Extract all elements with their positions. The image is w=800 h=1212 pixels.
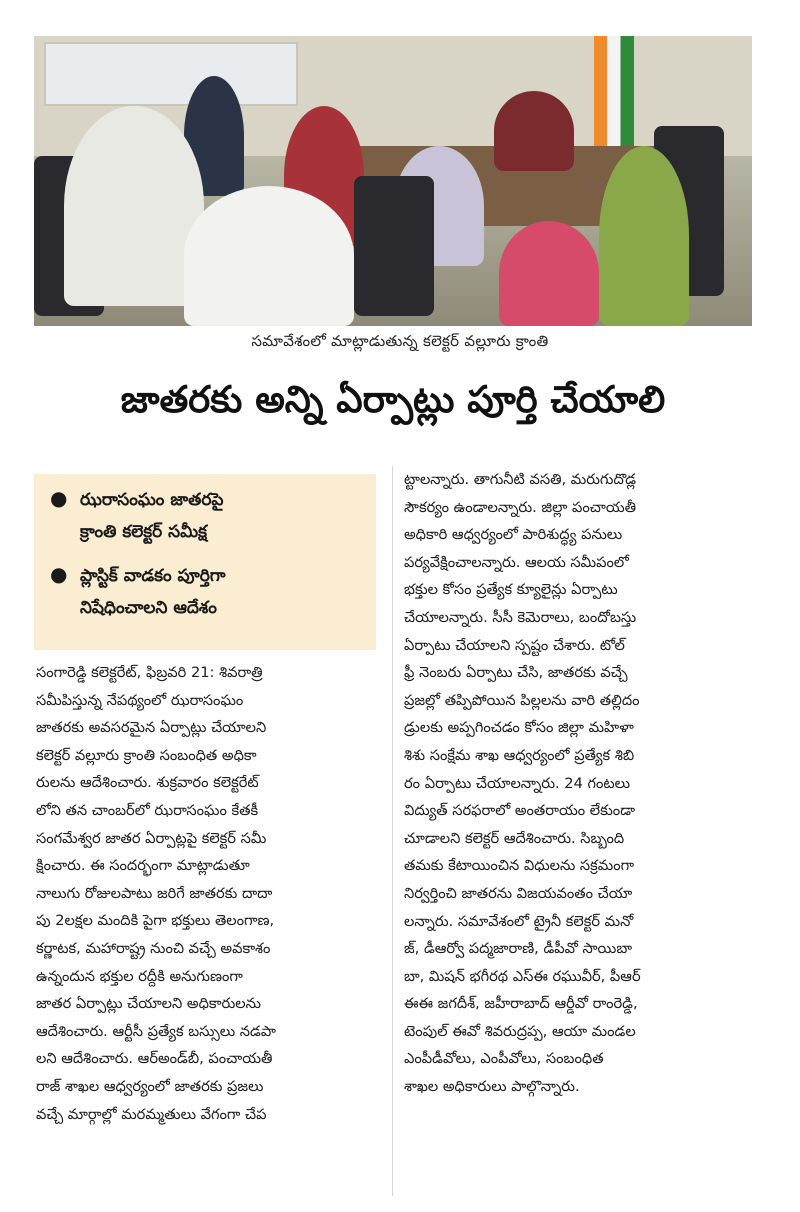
column-divider bbox=[392, 466, 393, 1196]
article-line: సంగమేశ్వర జాతర ఏర్పాట్లపై కలెక్టర్ సమీ bbox=[36, 829, 267, 847]
article-line: ఆదేశించారు. ఆర్టీసీ ప్రత్యేక బస్సులు నడపా bbox=[36, 1022, 276, 1040]
article-line: లన్నారు. సమావేశంలో ట్రైనీ కలెక్టర్ మనో bbox=[404, 912, 634, 930]
article-line: లని ఆదేశించారు. ఆర్అండ్‌బీ, పంచాయతీ bbox=[36, 1050, 273, 1068]
article-line: లోని తన చాంబర్‌లో ఝరాసంఘం కేతకీ bbox=[36, 801, 259, 819]
article-line: ట్టాలన్నారు. తాగునీటి వసతి, మరుగుదొడ్ల bbox=[404, 471, 637, 488]
article-line: విద్యుత్ సరఫరాలో అంతరాయం లేకుండా bbox=[404, 802, 636, 820]
photo-person bbox=[599, 146, 689, 326]
highlights-box bbox=[34, 474, 376, 650]
article-line: శిశు సంక్షేమ శాఖ ఆధ్వర్యంలో ప్రత్యేక శిబి bbox=[404, 746, 635, 764]
article-line: జ్, డీఆర్వో పద్మజారాణి, డీపీవో సాయిబా bbox=[404, 940, 632, 958]
photo-person bbox=[64, 106, 204, 306]
bullet-icon: ● bbox=[50, 486, 68, 510]
article-line: రాజ్ శాఖల ఆధ్వర్యంలో జాతరకు ప్రజలు bbox=[36, 1077, 264, 1095]
article-line: ప్రజల్లో తప్పిపోయిన పిల్లలను వారి తల్లిదం bbox=[404, 691, 640, 709]
article-line: చేయాలన్నారు. సీసీ కెమెరాలు, బందోబస్తు bbox=[404, 608, 637, 626]
photo-chair bbox=[354, 176, 434, 316]
article-line: రం ఏర్పాటు చేయాలన్నారు. 24 గంటలు bbox=[404, 774, 631, 792]
article-line: తమకు కేటాయించిన విధులను సక్రమంగా bbox=[404, 857, 635, 875]
article-line: జాతర ఏర్పాట్లు చేయాలని అధికారులను bbox=[36, 995, 261, 1013]
photo-person bbox=[494, 91, 574, 171]
article-line: టెంపుల్ ఈవో శివరుద్రప్ప, ఆయా మండల bbox=[404, 1022, 636, 1040]
article-line: కలెక్టర్ వల్లూరు క్రాంతి సంబంధిత అధికా bbox=[36, 746, 257, 764]
highlight-text: ఝరాసంఘం జాతరపై bbox=[80, 490, 224, 510]
highlight-item bbox=[50, 482, 370, 548]
article-line: శాఖల అధికారులు పాల్గొన్నారు. bbox=[404, 1078, 580, 1096]
article-line: రులను ఆదేశించారు. శుక్రవారం కలెక్టరేట్ bbox=[36, 774, 259, 792]
article-line: ఏర్పాటు చేయాలని స్పష్టం చేశారు. టోల్ bbox=[404, 636, 625, 654]
article-line: క్షించారు. ఈ సందర్భంగా మాట్లాడుతూ bbox=[36, 857, 250, 875]
headline: జాతరకు అన్ని ఏర్పాట్లు పూర్తి చేయాలి bbox=[120, 378, 666, 421]
bullet-icon: ● bbox=[50, 562, 68, 586]
article-line: జాతరకు అవసరమైన ఏర్పాట్లు చేయాలని bbox=[36, 719, 267, 737]
article-line: ఈఈ జగదీశ్, జహీరాబాద్ ఆర్డీవో రాంరెడ్డి, bbox=[404, 995, 638, 1013]
highlight-text: ప్లాస్టిక్ వాడకం పూర్తిగా bbox=[80, 566, 226, 586]
article-line: డ్రులకు అప్పగించడం కోసం జిల్లా మహిళా bbox=[404, 719, 634, 737]
article-line: నాలుగు రోజులపాటు జరిగే జాతరకు దాదా bbox=[36, 884, 273, 902]
highlight-item bbox=[50, 558, 370, 624]
news-photo bbox=[34, 36, 752, 326]
highlight-text: క్రాంతి కలెక్టర్ సమీక్ష bbox=[80, 522, 207, 542]
article-column-left bbox=[36, 659, 382, 1128]
article-line: ఎంపీడీవోలు, ఎంపీవోలు, సంబంధిత bbox=[404, 1050, 604, 1068]
article-line: సమీపిస్తున్న నేపథ్యంలో ఝరాసంఘం bbox=[36, 691, 244, 709]
article-column-right bbox=[404, 466, 756, 1101]
article-line: పర్యవేక్షించాలన్నారు. ఆలయ సమీపంలో bbox=[404, 553, 629, 571]
photo-person bbox=[499, 221, 599, 326]
photo-window bbox=[44, 42, 298, 106]
article-line: సంగారెడ్డి కలెక్టరేట్, ఫిబ్రవరి 21: శివరాత్రి bbox=[36, 664, 263, 681]
article-line: ఫ్రీ నెంబరు ఏర్పాటు చేసి, జాతరకు వచ్చే bbox=[404, 664, 628, 682]
photo-caption: సమావేశంలో మాట్లాడుతున్న కలెక్టర్ వల్లూరు క్రాంతి bbox=[251, 332, 549, 350]
article-line: భక్తుల కోసం ప్రత్యేక క్యూలైన్లు ఏర్పాటు bbox=[404, 581, 618, 599]
article-line: సౌకర్యం ఉండాలన్నారు. జిల్లా పంచాయతీ bbox=[404, 498, 637, 516]
article-line: ఉన్నందున భక్తుల రద్దీకి అనుగుణంగా bbox=[36, 967, 243, 985]
article-line: బా, మిషన్ భగీరథ ఎస్ఈ రఘువీర్, పీఆర్ bbox=[404, 967, 641, 985]
article-line: కర్ణాటక, మహారాష్ట్ర నుంచి వచ్చే అవకాశం bbox=[36, 939, 271, 957]
highlight-text: నిషేధించాలని ఆదేశం bbox=[80, 598, 217, 618]
article-line: నిర్వర్తించి జాతరను విజయవంతం చేయా bbox=[404, 884, 633, 902]
article-line: వచ్చే మార్గాల్లో మరమ్మతులు వేగంగా చేప bbox=[36, 1105, 267, 1123]
article-line: చూడాలని కలెక్టర్ ఆదేశించారు. సిబ్బంది bbox=[404, 829, 625, 847]
article-line: పు 2లక్షల మందికి పైగా భక్తులు తెలంగాణ, bbox=[36, 912, 275, 930]
article-line: అధికారి ఆధ్వర్యంలో పారిశుద్ధ్య పనులు bbox=[404, 526, 623, 544]
photo-person bbox=[184, 186, 354, 326]
